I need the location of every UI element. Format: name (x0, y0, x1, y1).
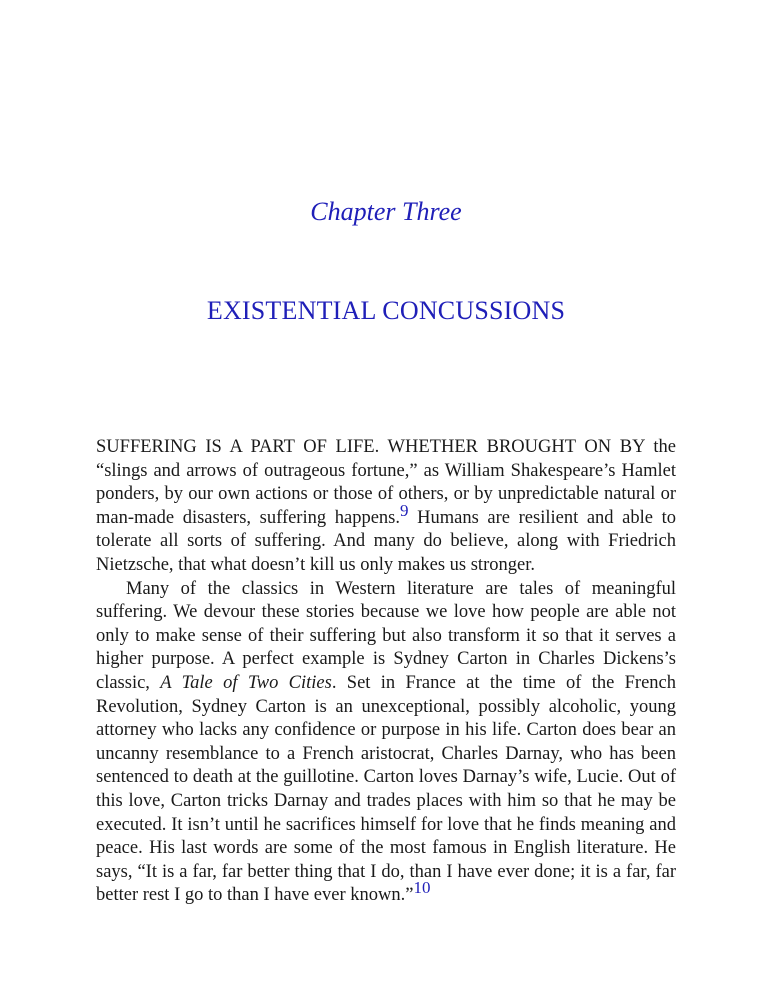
paragraph-2-text-b: . Set in France at the time of the French Revolution, Sydney Carton is an unexceptional, possibly alcoholic, young attorney who lacks any confidence or purpose in his life. Carton does bear an uncanny resemblance to a French aristocrat, Charles Darnay, who has been sentenced to death at the guillotine. Carton loves Darnay’s wife, Lucie. Out of this love, Carton tricks Darnay and trades places with him so that he may be executed. It isn’t until he sacrifices himself for love that he finds meaning and peace. His last words are some of the most famous in English literature. He says, “It is a far, far better thing that I do, than I have ever done; it is a far, far better rest I go to than I have ever known.” (96, 672, 676, 906)
book-title: A Tale of Two Cities (160, 672, 332, 693)
paragraph-2-text-a: Many of the classics in Western literature are tales of meaningful suffering. We devour these stories because we love how people are able not only to make sense of their suffering but also transform it so that it serves a higher purpose. A perfect example is Sydney Carton in Charles Dickens’s classic, (96, 578, 676, 693)
paragraph-1-text-a: SUFFERING IS A PART OF LIFE. WHETHER BROUGHT ON BY the “slings and arrows of outrageous fortune,” as William Shakespeare’s Hamlet ponders, by our own actions or those of others, or by unpredictable natural or man-made disasters, suffering happens. (96, 437, 676, 528)
footnote-ref-10[interactable]: 10 (413, 878, 431, 898)
paragraph-2 (96, 578, 676, 908)
chapter-title: EXISTENTIAL CONCUSSIONS (206, 296, 566, 325)
paragraph-1 (96, 436, 676, 578)
paragraph-1-text-b: Humans are resilient and able to tolerate all sorts of suffering. And many do believe, along with Friedrich Nietzsche, that what doesn’t kill us only makes us stronger. (96, 507, 677, 575)
footnote-ref-9[interactable]: 9 (400, 500, 409, 520)
chapter-label: Chapter Three (310, 197, 462, 226)
chapter-body (96, 436, 676, 908)
